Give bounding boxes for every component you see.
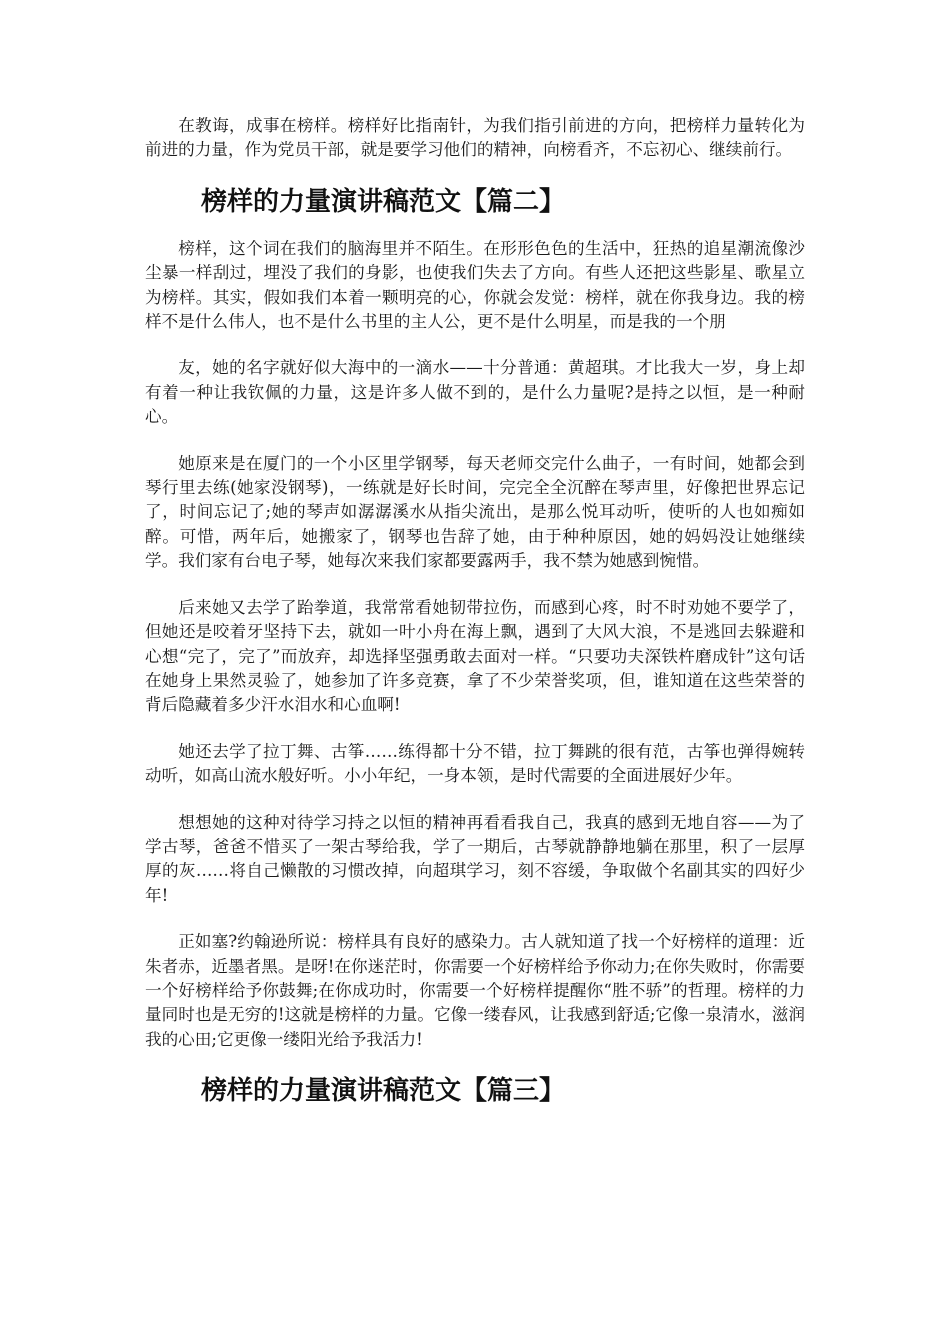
body-paragraph: 后来她又去学了跆拳道，我常常看她韧带拉伤，而感到心疼，时不时劝她不要学了，但她还是咬着牙坚持下去，就如一叶小舟在海上飘，遇到了大风大浪，不是逃回去躲避和心想“完了，完了”而放弃，却选择坚强勇敢去面对一样。“只要功夫深铁杵磨成针”这句话在她身上果然灵验了，她参加了许多竞赛，拿了不少荣誉奖项，但，谁知道在这些荣誉的背后隐藏着多少汗水泪水和心血啊! xyxy=(145,597,805,715)
body-paragraph: 想想她的这种对待学习持之以恒的精神再看看我自己，我真的感到无地自容——为了学古琴，爸爸不惜买了一架古琴给我，学了一期后，古琴就静静地躺在那里，积了一层厚厚的灰……将自己懒散的习惯改掉，向超琪学习，刻不容缓，争取做个名副其实的四好少年! xyxy=(145,812,805,905)
body-paragraph: 友，她的名字就好似大海中的一滴水——十分普通：黄超琪。才比我大一岁，身上却有着一种让我钦佩的力量，这是许多人做不到的，是什么力量呢?是持之以恒，是一种耐心。 xyxy=(145,358,805,427)
body-paragraph: 正如塞?约翰逊所说：榜样具有良好的感染力。古人就知道了找一个好榜样的道理：近朱者赤，近墨者黑。是呀!在你迷茫时，你需要一个好榜样给予你动力;在你失败时，你需要一个好榜样给予你鼓舞;在你成功时，你需要一个好榜样提醒你“胜不骄”的哲理。榜样的力量同时也是无穷的!这就是榜样的力量。它像一缕春风，让我感到舒适;它像一泉清水，滋润我的心田;它更像一缕阳光给予我活力! xyxy=(145,932,805,1049)
section-heading-3: 榜样的力量演讲稿范文【篇三】 xyxy=(201,1076,566,1107)
section-heading-2: 榜样的力量演讲稿范文【篇二】 xyxy=(201,186,566,217)
body-paragraph: 榜样，这个词在我们的脑海里并不陌生。在形形色色的生活中，狂热的追星潮流像沙尘暴一样刮过，埋没了我们的身影，也使我们失去了方向。有些人还把这些影星、歌星立为榜样。其实，假如我们本着一颗明亮的心，你就会发觉：榜样，就在你我身边。我的榜样不是什么伟人，也不是什么书里的主人公，更不是什么明星，而是我的一个朋 xyxy=(145,238,805,332)
body-paragraph: 她还去学了拉丁舞、古筝……练得都十分不错，拉丁舞跳的很有范，古筝也弹得婉转动听，如高山流水般好听。小小年纪，一身本领，是时代需要的全面进展好少年。 xyxy=(145,741,805,786)
body-paragraph: 她原来是在厦门的一个小区里学钢琴，每天老师交完什么曲子，一有时间，她都会到琴行里去练(她家没钢琴)，一练就是好长时间，完完全全沉醉在琴声里，好像把世界忘记了，时间忘记了;她的琴声如潺潺溪水从指尖流出，是那么悦耳动听，使听的人也如痴如醉。可惜，两年后，她搬家了，钢琴也告辞了她，由于种种原因，她的妈妈没让她继续学。我们家有台电子琴，她每次来我们家都要露两手，我不禁为她感到惋惜。 xyxy=(145,453,805,571)
intro-paragraph: 在教诲，成事在榜样。榜样好比指南针，为我们指引前进的方向，把榜样力量转化为前进的力量，作为党员干部，就是要学习他们的精神，向榜看齐，不忘初心、继续前行。 xyxy=(145,116,805,160)
document-body xyxy=(145,114,805,1130)
